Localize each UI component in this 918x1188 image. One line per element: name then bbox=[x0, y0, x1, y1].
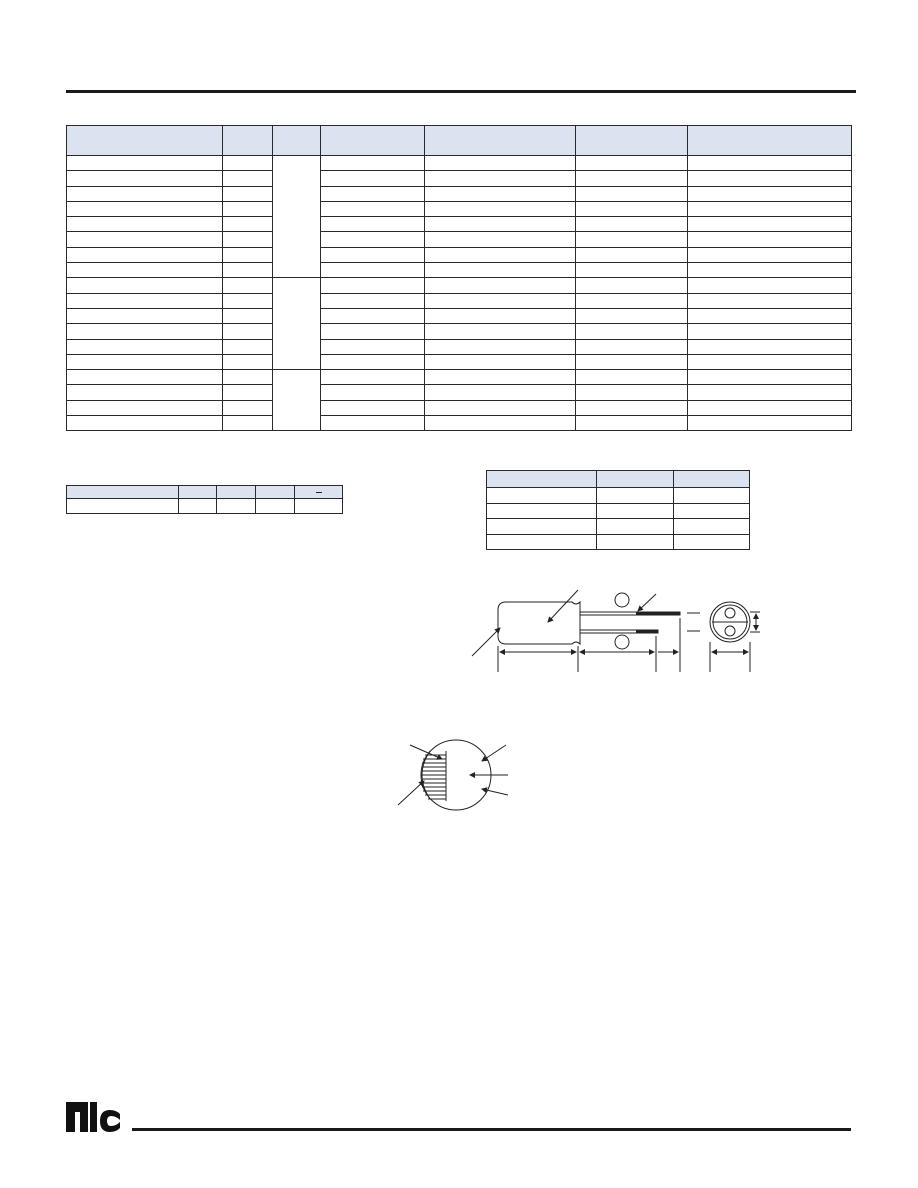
table-row bbox=[487, 519, 750, 535]
table-row bbox=[487, 534, 750, 550]
table-row bbox=[67, 324, 852, 339]
table-row bbox=[67, 416, 852, 431]
group-cell bbox=[273, 156, 321, 278]
right-table-header bbox=[487, 471, 750, 488]
table-row bbox=[487, 488, 750, 504]
main-spec-table bbox=[66, 125, 852, 431]
table-row bbox=[67, 293, 852, 308]
table-row bbox=[67, 217, 852, 232]
group-cell bbox=[273, 370, 321, 431]
sleeve-marking-diagram bbox=[390, 735, 520, 815]
table-row bbox=[487, 503, 750, 519]
table-row bbox=[67, 171, 852, 186]
header-cell-ge bbox=[295, 486, 343, 499]
table-row bbox=[67, 354, 852, 369]
table-row bbox=[67, 156, 852, 171]
table-row bbox=[67, 499, 343, 514]
header-cell bbox=[67, 126, 223, 156]
header-cell bbox=[217, 486, 256, 499]
table-row bbox=[67, 370, 852, 385]
header-cell bbox=[576, 126, 688, 156]
table-row bbox=[67, 201, 852, 216]
table-row bbox=[67, 232, 852, 247]
capacitor-dimension-diagram bbox=[460, 580, 780, 680]
header-cell bbox=[597, 471, 674, 488]
table-row bbox=[67, 385, 852, 400]
table-row bbox=[67, 400, 852, 415]
small-table-header bbox=[67, 486, 343, 499]
header-cell bbox=[179, 486, 217, 499]
table-row bbox=[67, 278, 852, 293]
header-cell bbox=[223, 126, 273, 156]
main-table-header bbox=[67, 126, 852, 156]
bottom-rule bbox=[132, 1128, 851, 1131]
header-cell bbox=[425, 126, 576, 156]
table-row bbox=[67, 263, 852, 278]
table-row bbox=[67, 186, 852, 201]
header-cell bbox=[256, 486, 295, 499]
group-cell bbox=[273, 278, 321, 370]
right-table bbox=[486, 470, 750, 550]
table-row bbox=[67, 339, 852, 354]
small-table bbox=[66, 485, 343, 514]
header-cell bbox=[67, 486, 179, 499]
table-row bbox=[67, 308, 852, 323]
table-row bbox=[67, 247, 852, 262]
header-cell bbox=[273, 126, 321, 156]
header-cell bbox=[674, 471, 750, 488]
underline-mark-icon bbox=[316, 492, 322, 493]
header-cell bbox=[321, 126, 425, 156]
nic-logo-icon bbox=[66, 1100, 122, 1134]
top-rule bbox=[66, 90, 856, 93]
header-cell bbox=[487, 471, 597, 488]
header-cell bbox=[688, 126, 852, 156]
